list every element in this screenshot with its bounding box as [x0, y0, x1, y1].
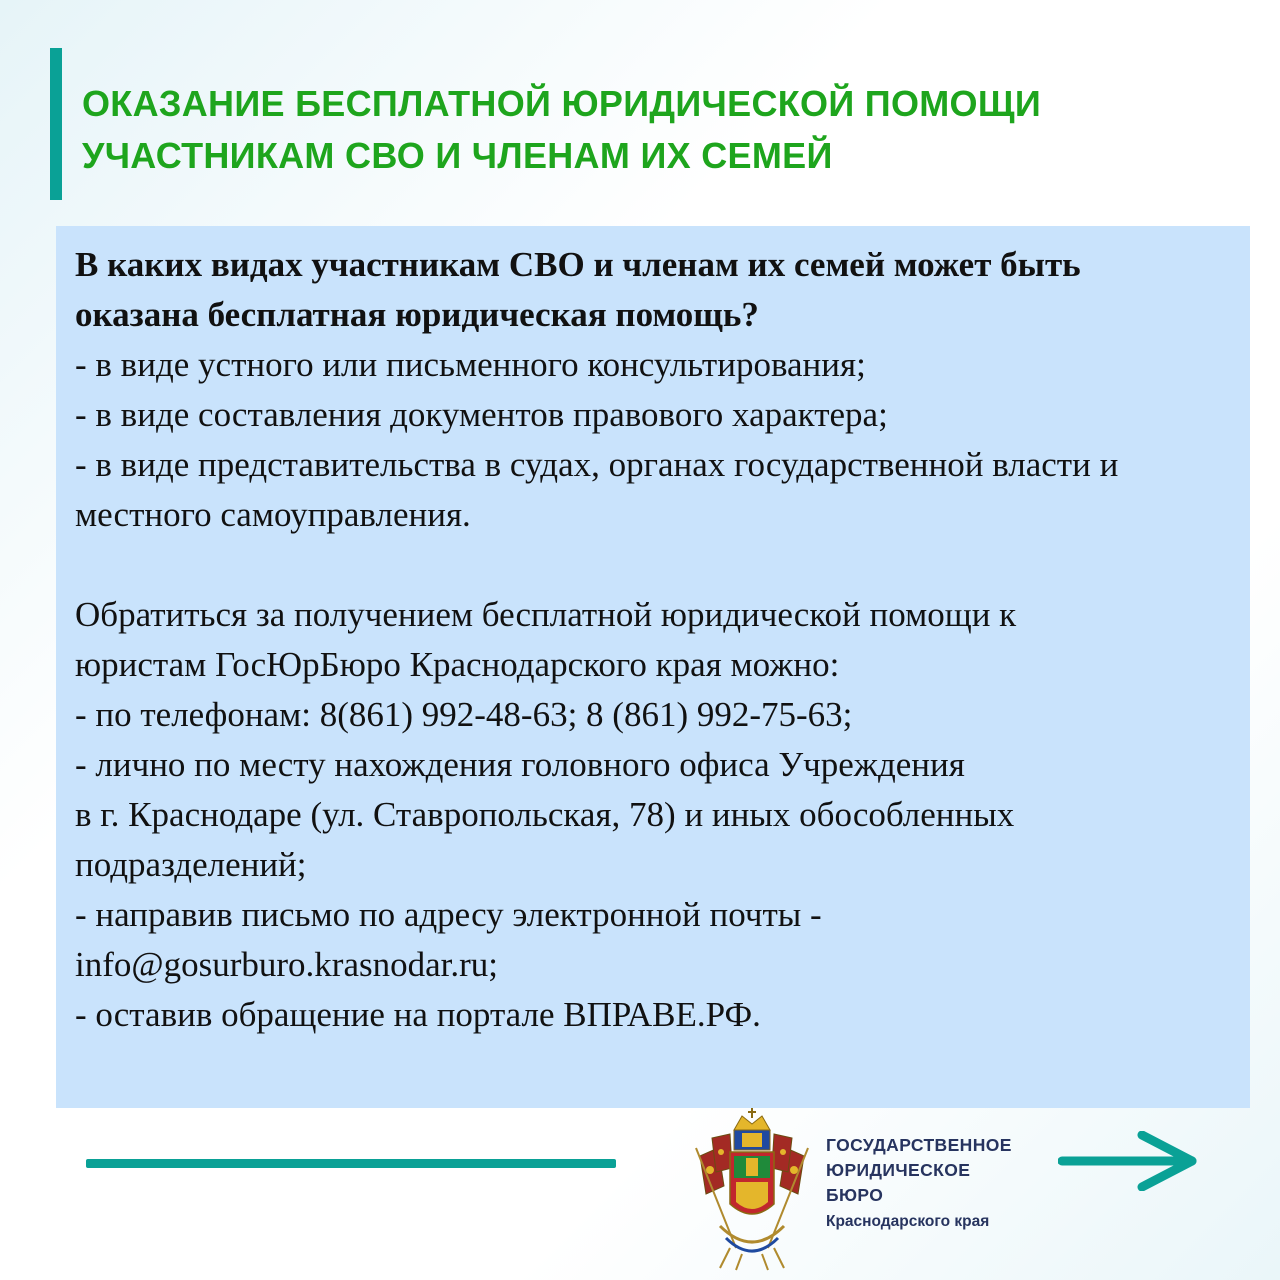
org-line-2: ЮРИДИЧЕСКОЕ: [826, 1160, 971, 1180]
org-region: Краснодарского края: [826, 1213, 990, 1230]
contacts-line: Обратиться за получением бесплатной юридической помощи к: [75, 595, 1017, 634]
contacts-line: юристам ГосЮрБюро Краснодарского края можно:: [75, 645, 840, 684]
paragraph-gap: [75, 540, 1230, 590]
footer-divider: [86, 1159, 616, 1168]
info-box: [56, 226, 1250, 1108]
office-address: в г. Краснодаре (ул. Ставропольская, 78) и иных обособленных: [75, 795, 1015, 834]
contacts-line: - лично по месту нахождения головного офиса Учреждения: [75, 745, 965, 784]
question-line-2: оказана бесплатная юридическая помощь?: [75, 295, 759, 334]
contacts-line: подразделений;: [75, 845, 307, 884]
list-item: - в виде представительства в судах, органах государственной власти и: [75, 445, 1119, 484]
question-line-1: В каких видах участникам СВО и членам их семей может быть: [75, 245, 1081, 284]
title-line-2: УЧАСТНИКАМ СВО И ЧЛЕНАМ ИХ СЕМЕЙ: [82, 135, 833, 176]
question: [75, 240, 1230, 340]
title-line-1: ОКАЗАНИЕ БЕСПЛАТНОЙ ЮРИДИЧЕСКОЙ ПОМОЩИ: [82, 83, 1042, 124]
assistance-forms-list: [75, 340, 1230, 540]
page-title: [82, 78, 1232, 182]
accent-bar: [50, 48, 62, 200]
contacts-line: - направив письмо по адресу электронной почты -: [75, 895, 822, 934]
contacts-paragraph: [75, 590, 1230, 1040]
email-address: info@gosurburo.krasnodar.ru;: [75, 945, 498, 984]
phone-numbers: - по телефонам: 8(861) 992-48-63; 8 (861) 992-75-63;: [75, 695, 853, 734]
arrow-right-icon[interactable]: [1058, 1131, 1202, 1191]
org-line-1: ГОСУДАРСТВЕННОЕ: [826, 1135, 1012, 1155]
org-line-3: БЮРО: [826, 1185, 884, 1205]
list-item: - в виде составления документов правового характера;: [75, 395, 888, 434]
krasnodar-coat-of-arms-icon: [690, 1108, 814, 1272]
list-item: - в виде устного или письменного консультирования;: [75, 345, 866, 384]
portal-line: - оставив обращение на портале ВПРАВЕ.РФ.: [75, 995, 761, 1034]
list-item: местного самоуправления.: [75, 495, 471, 534]
organization-name: [826, 1133, 1012, 1236]
